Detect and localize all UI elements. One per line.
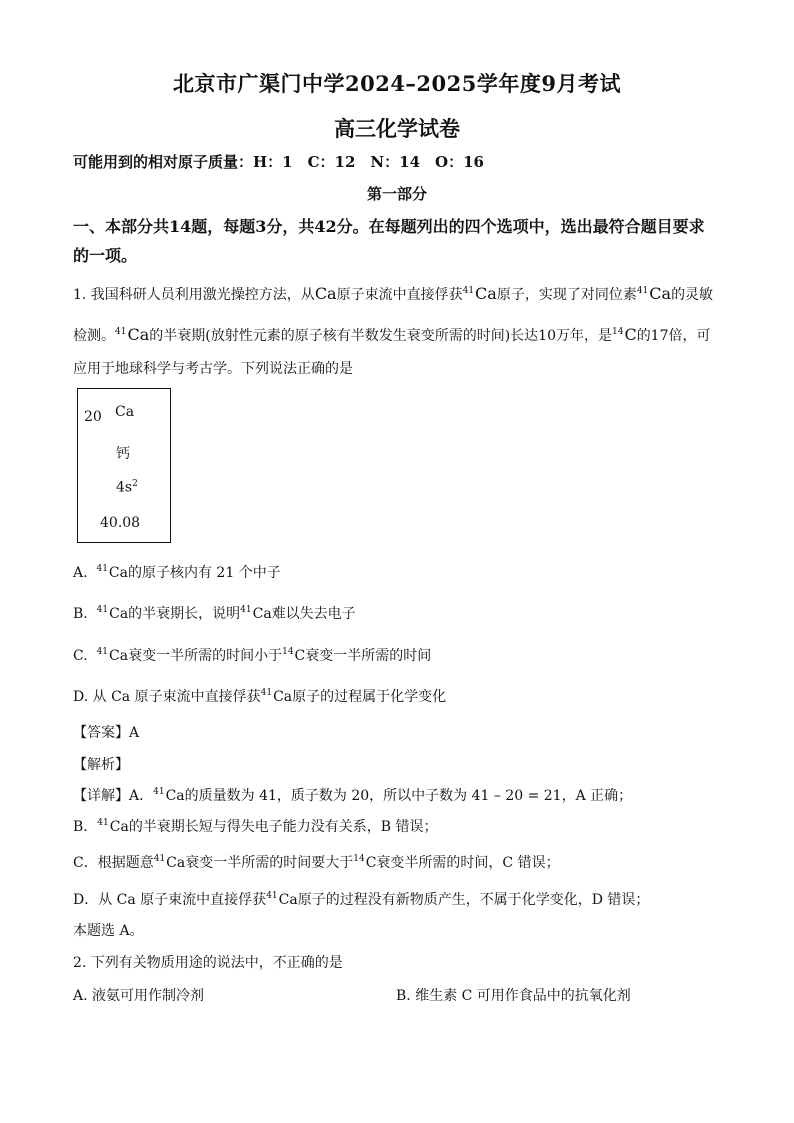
q1-conclusion: 本题选 A。 bbox=[73, 923, 144, 939]
q1-answer: 【答案】A bbox=[73, 725, 140, 741]
q1-detail-d: D．从 Ca 原子束流中直接俘获$^{41}$Ca原子的过程没有新物质产生，不属于化学变化，D 错误； bbox=[73, 891, 650, 908]
element-atomic-mass: 40.08 bbox=[100, 515, 141, 531]
page-subtitle: 高三化学试卷 bbox=[334, 116, 460, 141]
atomic-masses: 可能用到的相对原子质量：H：1 C：12 N：14 O：16 bbox=[73, 153, 484, 171]
q1-option-b: B. $^{41}$Ca的半衰期长，说明$^{41}$Ca难以失去电子 bbox=[73, 605, 356, 622]
section-instruction-line2: 的一项。 bbox=[73, 246, 138, 265]
q1-detail-b: B．$^{41}$Ca的半衰期长短与得失电子能力没有关系，B 错误； bbox=[73, 818, 438, 835]
q2-option-b: B. 维生素 C 可用作食品中的抗氧化剂 bbox=[396, 988, 631, 1004]
element-atomic-number: 20 bbox=[84, 409, 102, 425]
calcium-element-box bbox=[77, 388, 171, 543]
q1-detail-c: C．根据题意$^{41}$Ca衰变一半所需的时间要大于$^{14}$C衰变半所需的时间，C 错误； bbox=[73, 854, 560, 871]
element-symbol: Ca bbox=[115, 404, 135, 420]
q1-detail-a: 【详解】A．$^{41}$Ca的质量数为 41，质子数为 20，所以中子数为 41 – 20 = 21，A 正确； bbox=[73, 787, 633, 804]
q2-stem: 2. 下列有关物质用途的说法中，不正确的是 bbox=[73, 955, 343, 971]
q2-option-a: A. 液氨可用作制冷剂 bbox=[73, 988, 205, 1004]
q1-option-c: C. $^{41}$Ca衰变一半所需的时间小于$^{14}$C衰变一半所需的时间 bbox=[73, 647, 432, 664]
part-title: 第一部分 bbox=[366, 185, 427, 203]
page-title: 北京市广渠门中学2024–2025学年度9月考试 bbox=[172, 71, 621, 96]
q1-stem-line1: 1. 我国科研人员利用激光操控方法，从Ca原子束流中直接俘获$^{41}$Ca原子，实现了对同位素$^{41}$Ca的灵敏 bbox=[73, 284, 714, 303]
q1-stem-line3: 应用于地球科学与考古学。下列说法正确的是 bbox=[73, 361, 353, 377]
q1-option-a: A. $^{41}$Ca的原子核内有 21 个中子 bbox=[73, 564, 281, 581]
element-electron-config: $4s^2$ bbox=[116, 479, 138, 496]
q1-analysis-label: 【解析】 bbox=[73, 757, 129, 773]
q1-option-d: D. 从 Ca 原子束流中直接俘获$^{41}$Ca原子的过程属于化学变化 bbox=[73, 688, 447, 705]
element-name: 钙 bbox=[116, 446, 130, 462]
q1-stem-line2: 检测。$^{41}$Ca的半衰期(放射性元素的原子核有半数发生衰变所需的时间)长达10万年，是$^{14}$C的17倍，可 bbox=[73, 325, 711, 344]
section-instruction-line1: 一、本部分共14题，每题3分，共42分。在每题列出的四个选项中，选出最符合题目要求 bbox=[73, 217, 705, 236]
